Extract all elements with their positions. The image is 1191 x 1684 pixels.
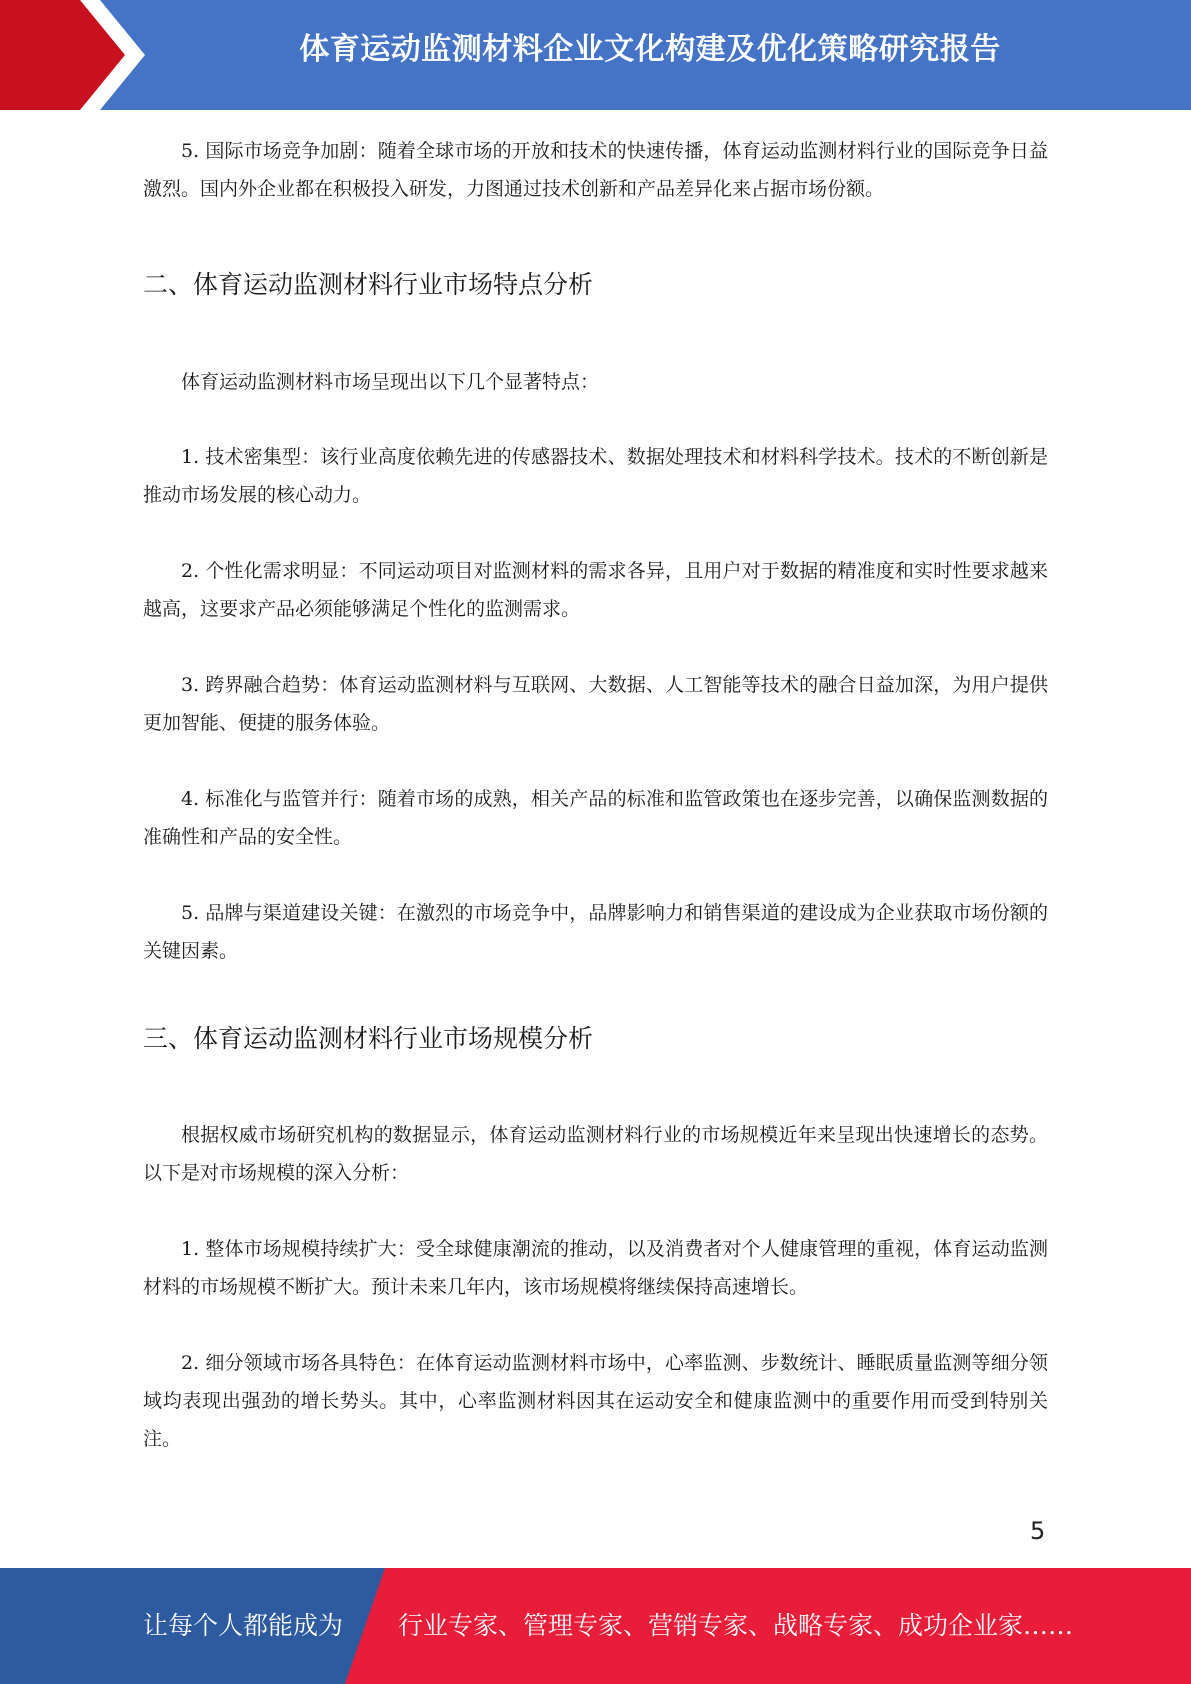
report-title: 体育运动监测材料企业文化构建及优化策略研究报告 xyxy=(299,32,1001,67)
header-banner xyxy=(0,0,1191,110)
section2-item-2: 2. 个性化需求明显：不同运动项目对监测材料的需求各异，且用户对于数据的精准度和实时性要求越来越高，这要求产品必须能够满足个性化的监测需求。 xyxy=(143,560,1048,620)
section3-lead: 根据权威市场研究机构的数据显示，体育运动监测材料行业的市场规模近年来呈现出快速增长的态势。以下是对市场规模的深入分析： xyxy=(143,1124,1048,1184)
main-content xyxy=(143,132,1048,1458)
header-arrow-decoration xyxy=(0,0,160,110)
page-number: 5 xyxy=(1030,1517,1046,1545)
section-heading-3: 三、体育运动监测材料行业市场规模分析 xyxy=(143,1024,594,1053)
section3-item-2: 2. 细分领域市场各具特色：在体育运动监测材料市场中，心率监测、步数统计、睡眠质量监测等细分领域均表现出强劲的增长势头。其中，心率监测材料因其在运动安全和健康监测中的重要作用而受到特别关注。 xyxy=(143,1352,1048,1450)
paragraph-intro-item5: 5. 国际市场竞争加剧：随着全球市场的开放和技术的快速传播，体育运动监测材料行业的国际竞争日益激烈。国内外企业都在积极投入研发，力图通过技术创新和产品差异化来占据市场份额。 xyxy=(143,140,1048,200)
footer-slogan-left: 让每个人都能成为 xyxy=(143,1611,344,1640)
section2-item-3: 3. 跨界融合趋势：体育运动监测材料与互联网、大数据、人工智能等技术的融合日益加深，为用户提供更加智能、便捷的服务体验。 xyxy=(143,674,1048,734)
section2-lead: 体育运动监测材料市场呈现出以下几个显著特点： xyxy=(181,371,600,393)
footer-banner xyxy=(0,1568,1191,1684)
section3-item-1: 1. 整体市场规模持续扩大：受全球健康潮流的推动，以及消费者对个人健康管理的重视，体育运动监测材料的市场规模不断扩大。预计未来几年内，该市场规模将继续保持高速增长。 xyxy=(143,1238,1048,1298)
section2-item-5: 5. 品牌与渠道建设关键：在激烈的市场竞争中，品牌影响力和销售渠道的建设成为企业获取市场份额的关键因素。 xyxy=(143,902,1048,962)
footer-slogan-right: 行业专家、管理专家、营销专家、战略专家、成功企业家…… xyxy=(398,1611,1074,1640)
section2-item-1: 1. 技术密集型：该行业高度依赖先进的传感器技术、数据处理技术和材料科学技术。技术的不断创新是推动市场发展的核心动力。 xyxy=(143,446,1048,506)
section-heading-2: 二、体育运动监测材料行业市场特点分析 xyxy=(143,270,594,299)
section2-item-4: 4. 标准化与监管并行：随着市场的成熟，相关产品的标准和监管政策也在逐步完善，以确保监测数据的准确性和产品的安全性。 xyxy=(143,788,1048,848)
